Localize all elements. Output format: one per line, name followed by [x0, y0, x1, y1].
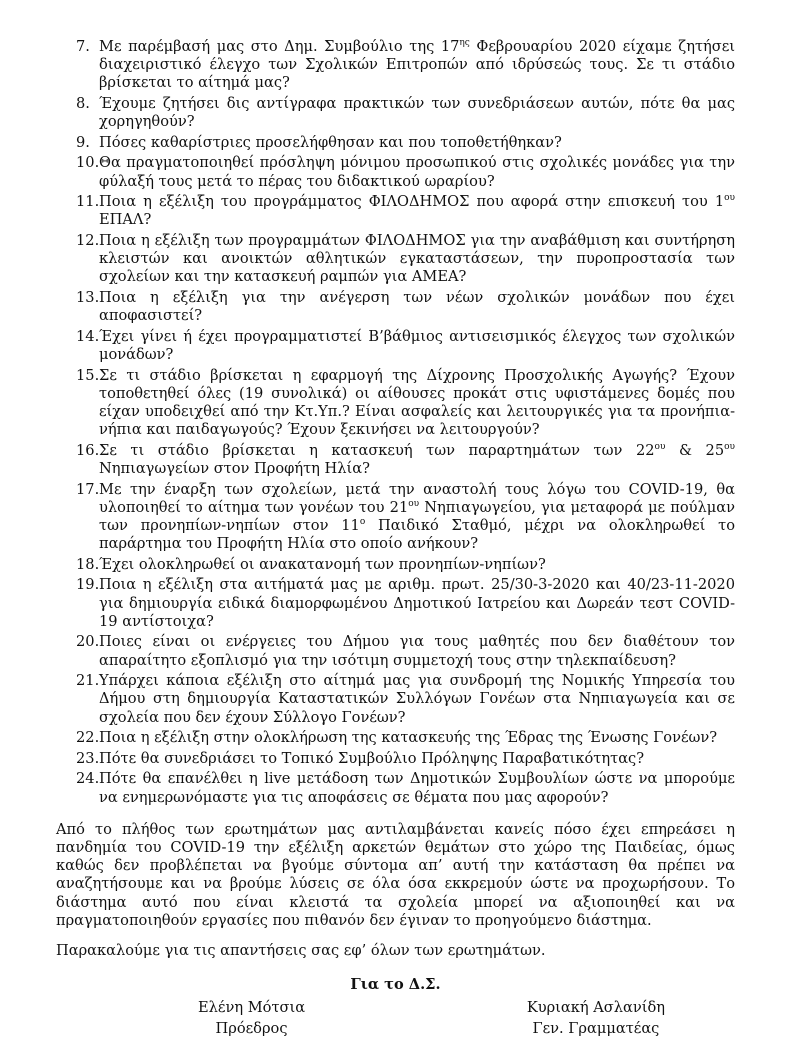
question-text: Έχει γίνει ή έχει προγραμματιστεί Β’βάθμιος αντισεισμικός έλεγχος των σχολικών μονάδων?: [99, 327, 735, 363]
question-number: 21.: [76, 672, 100, 690]
ordinal-suffix: ου: [724, 193, 735, 204]
question-number: 13.: [76, 288, 100, 306]
question-number: 7.: [76, 38, 90, 55]
question-item: [56, 770, 735, 806]
signature-left: [198, 997, 305, 1039]
question-item: [56, 328, 735, 364]
question-text: [99, 442, 735, 477]
question-text: Έχει ολοκληρωθεί οι ανακατανομή των προνηπίων-νηπίων?: [99, 555, 546, 573]
question-item: [56, 38, 735, 93]
question-text: Ποια η εξέλιξη στην ολοκλήρωση της κατασκευής της Έδρας της Ένωσης Γονέων?: [99, 729, 718, 747]
secretary-name: Κυριακή Ασλανίδη: [526, 999, 665, 1017]
question-number: 17.: [76, 480, 100, 498]
question-text-part: Ποια η εξέλιξη του προγράμματος ΦΙΛΟΔΗΜΟΣ που αφορά στην επισκευή του 1: [99, 193, 725, 211]
question-text-part: Παιδικό Σταθμό, μέχρι να ολοκληρωθεί το παράρτημα του Προφήτη Ηλία στο οποίο ανήκουν?: [99, 516, 735, 553]
question-item: [56, 232, 735, 287]
question-number: 20.: [76, 633, 100, 651]
question-text: Ποια η εξέλιξη των προγραμμάτων ΦΙΛΟΔΗΜΟΣ για την αναβάθμιση και συντήρηση κλειστών και ανοικτών αθλητικών εγκαταστάσεων, την πυροπροστασία των σχολείων και την κατασκευή ραμπών για ΑΜΕΑ?: [99, 231, 735, 286]
question-text: Υπάρχει κάποια εξέλιξη στο αίτημά μας για συνδρομή της Νομικής Υπηρεσία του Δήμου στη δημιουργία Καταστατικών Συλλόγων Γονέων στα Νηπιαγωγεία και σε σχολεία που δεν έχουν Σύλλογο Γονέων?: [99, 672, 735, 726]
question-item: [56, 481, 735, 554]
question-text-part: ΕΠΑΛ?: [99, 211, 152, 229]
question-item: [56, 576, 735, 631]
president-name: Ελένη Μότσια: [198, 999, 306, 1017]
question-text: Ποια η εξέλιξη για την ανέγερση των νέων σχολικών μονάδων που έχει αποφασιστεί?: [99, 288, 735, 325]
question-text: Θα πραγματοποιηθεί πρόσληψη μόνιμου προσωπικού στις σχολικές μονάδες για την φύλαξή τους μετά το πέρας του διδακτικού ωραρίου?: [99, 154, 735, 190]
ordinal-suffix: ου: [654, 441, 666, 452]
signature-block: [56, 997, 735, 1039]
question-text-part: Σε τι στάδιο βρίσκεται η κατασκευή των παραρτημάτων των 22: [99, 441, 655, 459]
question-number: 16.: [76, 441, 100, 459]
summary-paragraph: Από το πλήθος των ερωτημάτων μας αντιλαμβάνεται κανείς πόσο έχει επηρεάσει η πανδημία του COVID-19 την εξέλιξη αρκετών θεμάτων στο χώρο της Παιδείας, όμως καθώς δεν προβλέπεται να βγούμε σύντομα απ’ αυτή την κατάσταση θα πρέπει να αναζητήσουμε και να βρούμε λύσεις σε όλα όσα εκκρεμούν ώστε να προχωρήσουν. Το διάστημα αυτό που είναι κλειστά τα σχολεία μπορεί να αξιοποιηθεί και να πραγματοποιηθούν εργασίες που πιθανόν δεν έγιναν το προηγούμενο διάστημα.: [56, 820, 735, 929]
question-number: 10.: [76, 154, 100, 172]
question-text-part: Με την έναρξη των σχολείων, μετά την αναστολή τους λόγω του COVID-19, θα υλοποιηθεί το αίτημα των γονέων του 21: [99, 480, 735, 516]
ordinal-suffix: ου: [724, 441, 736, 452]
question-text: [99, 481, 735, 553]
president-role: Πρόεδρος: [215, 1020, 288, 1038]
question-item: [56, 289, 735, 325]
question-number: 18.: [76, 555, 100, 573]
ordinal-suffix: ο: [359, 516, 366, 527]
question-item: [56, 95, 735, 131]
question-number: 9.: [76, 133, 90, 151]
question-text-part: Νηπιαγωγείου, για μεταφορά με πούλμαν των προνηπίων-νηπίων στον 11: [99, 498, 735, 534]
ordinal-suffix: ου: [408, 498, 420, 509]
question-number: 8.: [76, 95, 90, 112]
secretary-role: Γεν. Γραμματέας: [532, 1020, 660, 1038]
question-text: Πόσες καθαρίστριες προσελήφθησαν και που τοποθετήθηκαν?: [99, 133, 562, 151]
question-item: [56, 367, 735, 440]
question-number: 23.: [76, 749, 100, 767]
question-number: 11.: [76, 193, 100, 211]
question-number: 22.: [76, 729, 100, 747]
question-item: [56, 193, 735, 229]
question-item: [56, 556, 735, 574]
question-item: [56, 750, 735, 768]
question-text: Έχουμε ζητήσει δις αντίγραφα πρακτικών των συνεδριάσεων αυτών, πότε θα μας χορηγηθούν?: [99, 95, 735, 131]
question-text: [99, 193, 735, 228]
question-item: [56, 633, 735, 669]
question-text-part: Νηπιαγωγείων στον Προφήτη Ηλία?: [99, 459, 370, 477]
question-text-part: & 25: [665, 441, 725, 459]
question-number: 14.: [76, 327, 100, 345]
question-text: Πότε θα συνεδριάσει το Τοπικό Συμβούλιο Πρόληψης Παραβατικότητας?: [99, 749, 645, 767]
closing-line: Παρακαλούμε για τις απαντήσεις σας εφ’ όλων των ερωτημάτων.: [56, 941, 546, 959]
question-text: Ποιες είναι οι ενέργειες του Δήμου για τους μαθητές που δεν διαθέτουν τον απαραίτητο εξοπλισμό για την ισότιμη συμμετοχή τους στην τηλεκπαίδευση?: [99, 633, 735, 669]
question-text: Ποια η εξέλιξη στα αιτήματά μας με αριθμ. πρωτ. 25/30-3-2020 και 40/23-11-2020 για δημιουργία ειδικά διαμορφωμένου Δημοτικού Ιατρείου και Δωρεάν τεστ COVID-19 αντίστοιχα?: [99, 576, 735, 630]
question-item: [56, 134, 735, 152]
question-item: [56, 442, 735, 478]
ordinal-suffix: ης: [459, 38, 470, 48]
signature-right: [527, 997, 665, 1039]
signature-header: Για το Δ.Σ.: [350, 976, 441, 994]
question-text-part: Με παρέμβασή μας στο Δημ. Συμβούλιο της 17: [99, 38, 460, 55]
question-item: [56, 729, 735, 747]
question-number: 15.: [76, 366, 100, 384]
question-number: 24.: [76, 770, 100, 788]
question-item: [56, 672, 735, 727]
question-number: 12.: [76, 231, 100, 249]
question-item: [56, 154, 735, 190]
question-text-part: Φεβρουαρίου 2020 είχαμε ζητήσει διαχειριστικό έλεγχο των Σχολικών Επιτροπών από ιδρύσεώς τους. Σε τι στάδιο βρίσκεται το αίτημά μας?: [99, 38, 735, 92]
questions-list: [56, 38, 735, 807]
question-text: Πότε θα επανέλθει η live μετάδοση των Δημοτικών Συμβουλίων ώστε να μπορούμε να ενημερωνόμαστε για τις αποφάσεις σε θέματα που μας αφορούν?: [99, 770, 735, 806]
question-number: 19.: [76, 576, 100, 594]
question-text: Σε τι στάδιο βρίσκεται η εφαρμογή της Δίχρονης Προσχολικής Αγωγής? Έχουν τοποθετηθεί όλες (19 συνολικά) οι αίθουσες προκάτ στις υφιστάμενες δομές που είχαν υποδειχθεί από την Κτ.Υπ.? Είναι ασφαλείς και λειτουργικές για τα προνήπια-νήπια και παιδαγωγούς? Έχουν ξεκινήσει να λειτουργούν?: [99, 366, 735, 439]
question-text: [99, 38, 735, 91]
